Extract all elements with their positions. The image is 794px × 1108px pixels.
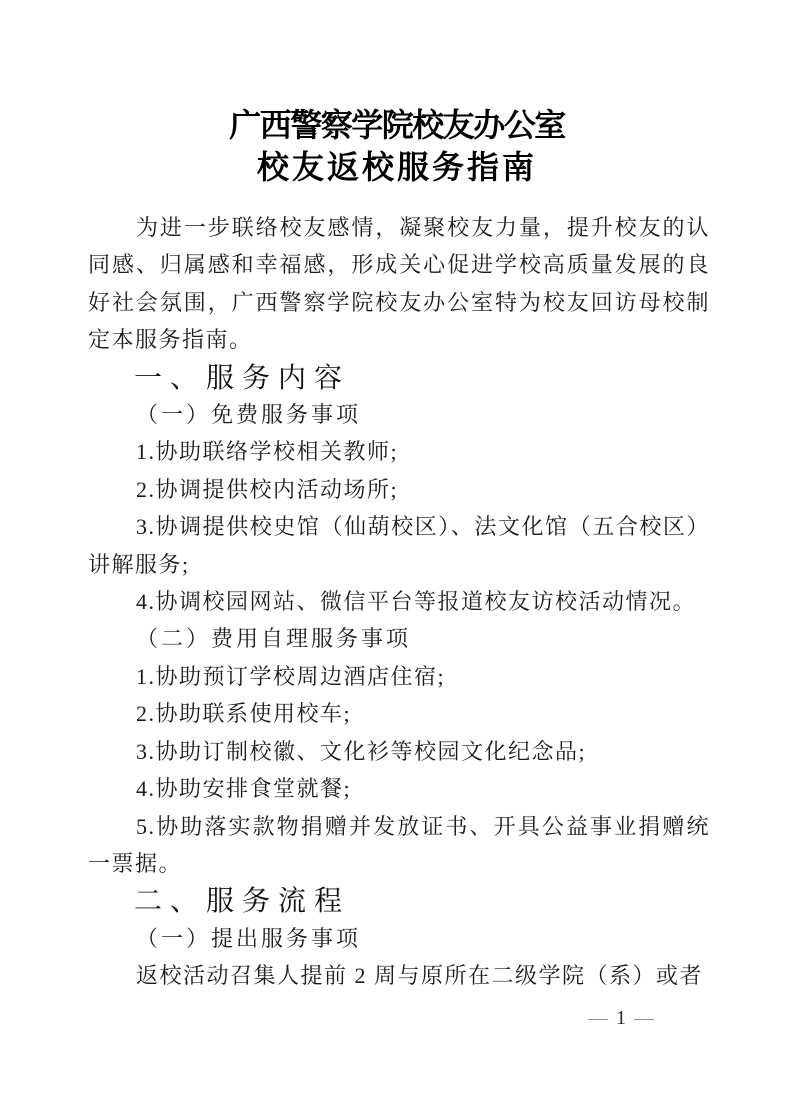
section-heading-service-process: 二、服务流程 xyxy=(134,885,351,917)
process-paragraph: 返校活动召集人提前 2 周与原所在二级学院（系）或者 xyxy=(136,963,704,989)
page-number-right-dash: — xyxy=(634,1007,654,1029)
section-heading-service-content: 一、服务内容 xyxy=(134,361,351,393)
free-service-item-3: 3.协调提供校史馆（仙葫校区）、法文化馆（五合校区）讲解服务; xyxy=(88,514,710,577)
subheading-free-services: （一）免费服务事项 xyxy=(136,402,362,428)
free-service-item-1: 1.协助联络学校相关教师; xyxy=(136,439,399,465)
page-number-left-dash: — xyxy=(588,1007,608,1029)
document-title-line-2: 校友返校服务指南 xyxy=(256,149,537,186)
document-body xyxy=(88,209,710,995)
subheading-request-services: （一）提出服务事项 xyxy=(136,925,362,951)
self-paid-item-3: 3.协助订制校徽、文化衫等校园文化纪念品; xyxy=(136,738,587,764)
subheading-self-paid-services: （二）费用自理服务事项 xyxy=(136,626,412,652)
document-title-line-1: 广西警察学院校友办公室 xyxy=(229,107,565,144)
self-paid-item-4: 4.协助安排食堂就餐; xyxy=(136,776,352,802)
self-paid-item-2: 2.协助联系使用校车; xyxy=(136,701,352,727)
free-service-item-4: 4.协调校园网站、微信平台等报道校友访校活动情况。 xyxy=(136,589,697,615)
self-paid-item-1: 1.协助预订学校周边酒店住宿; xyxy=(136,663,446,689)
page-number xyxy=(588,1007,654,1029)
document-title xyxy=(0,104,794,188)
free-service-item-2: 2.协调提供校内活动场所; xyxy=(136,476,399,502)
self-paid-item-5: 5.协助落实款物捐赠并发放证书、开具公益事业捐赠统一票据。 xyxy=(88,813,710,876)
intro-paragraph: 为进一步联络校友感情，凝聚校友力量，提升校友的认同感、归属感和幸福感，形成关心促进学校高质量发展的良好社会氛围，广西警察学院校友办公室特为校友回访母校制定本服务指南。 xyxy=(88,215,710,353)
page-number-value: 1 xyxy=(616,1007,626,1029)
